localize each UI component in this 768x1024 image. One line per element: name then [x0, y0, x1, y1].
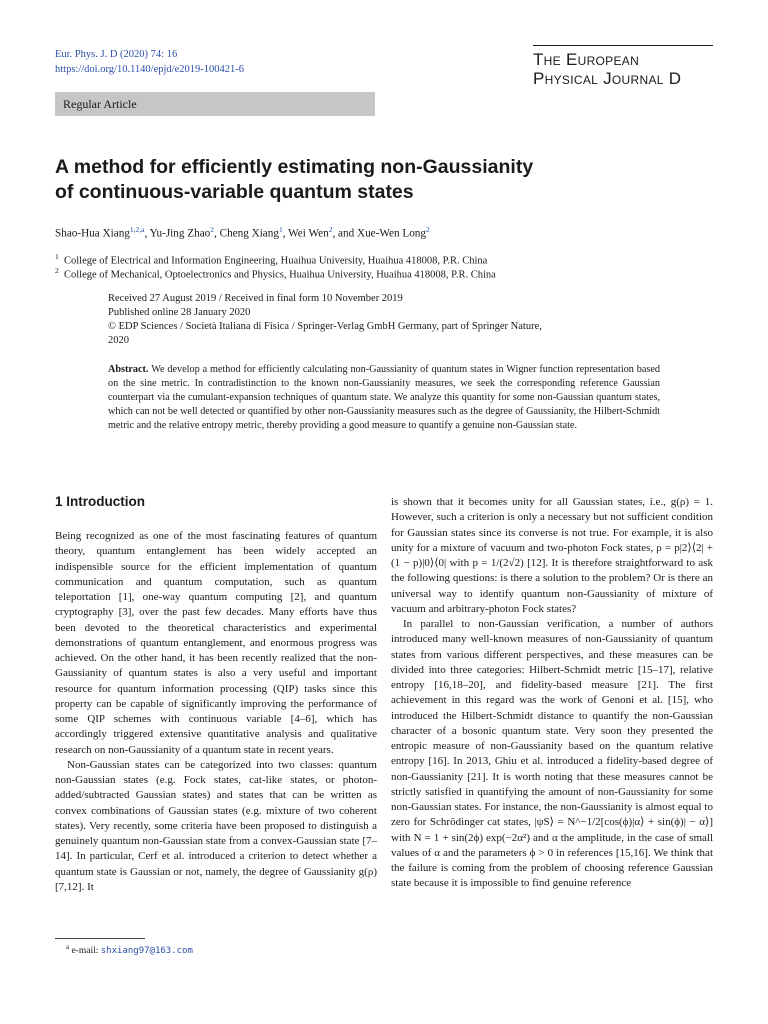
author-sep: , [282, 227, 289, 240]
author-sep: , and [332, 227, 357, 240]
author-sep: , [144, 227, 150, 240]
footnote-divider [55, 938, 145, 939]
copyright-line: © EDP Sciences / Società Italiana di Fisica / Springer-Verlag GmbH Germany, part of Springer Nature, [108, 321, 542, 332]
author-affil-mark[interactable]: 1 [278, 225, 283, 234]
author-affil-mark[interactable]: 2 [328, 225, 333, 234]
title-line-1: A method for efficiently estimating non-Gaussianity [55, 156, 534, 178]
copyright-year: 2020 [108, 335, 129, 346]
received-date: Received 27 August 2019 / Received in final form 10 November 2019 [108, 293, 403, 304]
abstract-text: We develop a method for efficiently calculating non-Gaussianity of quantum states in Wigner function representation based on the sine metric. In contradistinction to the known non-Gaussianity measures, we seek the corresponding reference Gaussian counterpart via the cumulant-expansion techniques of quantum state. We analyze this quantity for some non-Gaussian quantum states, which can not be well detected or quantified by other non-Gaussianity measures such as the degree of Gaussianity, the Hilbert-Schmidt metric and the relative entropy metric, thereby providing a good measure to quantify a genuine non-Gaussian state. [108, 364, 660, 431]
author-affil-mark[interactable]: 2 [210, 225, 215, 234]
title-line-2: of continuous-variable quantum states [55, 181, 414, 203]
footnote-label: e-mail: [71, 946, 101, 957]
author-affil-mark[interactable]: 1,2,a [129, 225, 145, 234]
affiliation-text: College of Mechanical, Optoelectronics and Physics, Huaihua University, Huaihua 418008, P.R. China [64, 269, 496, 281]
affiliation-text: College of Electrical and Information Engineering, Huaihua University, Huaihua 418008, P.R. China [64, 255, 488, 267]
paper-title [55, 155, 655, 205]
footnote [66, 943, 193, 956]
footnote-marker: a [66, 943, 70, 951]
published-date: Published online 28 January 2020 [108, 307, 251, 318]
section-heading: 1 Introduction [55, 494, 145, 509]
journal-logo [533, 45, 713, 88]
email-link[interactable]: shxiang97@163.com [100, 946, 193, 957]
author-name: Cheng Xiang [219, 227, 279, 240]
author-name: Shao-Hua Xiang [55, 227, 130, 240]
abstract [108, 363, 660, 433]
paragraph: Being recognized as one of the most fascinating features of quantum theory, quantum entanglement has been widely accepted an indispensible source for the efficient implementation of quantum communication and quantum computation, such as quantum teleportation [1], one-way quantum computing [2], and quantum cryptography [3], over the past few decades. Many efforts have thus been devoted to the theoretical characteristics and experimental demonstrations of quantum entanglement, and enormous progress was achieved. On the other hand, it has been recently realized that the non-Gaussianity of quantum states is also a very useful and important resource for quantum information processing (QIP) tasks since this property can be capable of significantly improving the performance of some QIP schemes with continuous variable [4–6], which has accordingly triggered extensive quantitative analysis and qualitative research on non-Gaussianity of a quantum state in recent years. [55, 530, 377, 756]
journal-name-line2: Physical Journal D [533, 69, 682, 88]
journal-citation[interactable]: Eur. Phys. J. D (2020) 74: 16 [55, 49, 178, 60]
journal-name-line1: The European [533, 50, 640, 69]
author-list [55, 225, 430, 240]
paragraph: Non-Gaussian states can be categorized into two classes: quantum non-Gaussian states (e.g. Fock states, cat-like states, or photon-added/subtracted Gaussian states) and states that can be written as convex combinations of Gaussian states (e.g. mixture of two coherent states). Very recently, some criteria have been proposed to distinguish a genuinely quantum non-Gaussian state from a convex-Gaussian state [7–14]. In particular, Cerf et al. introduced a criterion to detect whether a quantum state is Gaussian or not, namely, the degree of Gaussianity g(ρ) [7,12]. It [55, 758, 377, 893]
author-name: Wei Wen [288, 227, 329, 240]
author-sep: , [214, 227, 220, 240]
doi-link[interactable]: https://doi.org/10.1140/epjd/e2019-100421-6 [55, 64, 244, 75]
article-type-bar: Regular Article [55, 92, 375, 116]
affiliation-2 [55, 264, 496, 283]
author-name: Yu-Jing Zhao [149, 227, 211, 240]
paragraph: is shown that it becomes unity for all Gaussian states, i.e., g(ρ) = 1. However, such a criterion is only a necessary but not sufficient condition for Gaussian states since its converse is not true. For example, it is also unity for a mixture of vacuum and two-photon Fock states, ρ = p|2⟩⟨2| + (1 − p)|0⟩⟨0| with p = 1/(2√2) [12]. It is therefore straightforward to ask the following questions: is there a solution to the problem? Or is there an universal way to identify quantum non-Gaussianity of mixture of vacuum and arbitrary-photon Fock states? [391, 496, 713, 615]
journal-reference [55, 47, 244, 77]
paragraph: In parallel to non-Gaussian verification, a number of authors introduced many well-known measures of non-Gaussianity of quantum states from various different perspectives, and these measures can be divided into three categories: Hilbert-Schmidt metric [15–17], relative entropy [16,18–20], and fidelity-based measure [21]. The first achievement in this regard was the work of Genoni et al. [15], who introduced the Hilbert-Schmidt distance to quantify the non-Gaussian character of a bosonic quantum state. Very soon they presented the entropic measure of non-Gaussianity based on the quantum relative entropy [16]. In 2013, Ghiu et al. introduced a fidelity-based degree of non-Gaussianity [21]. It is worth noting that these measures cannot be strictly satisfied in quantifying the amount of non-Gaussianity for some non-Gaussian states. For instance, the non-Gaussianity is almost equal to zero for Schrödinger cat states, |ψS⟩ = N^−1/2[cos(ϕ)|α⟩ + sin(ϕ)| − α⟩] with N = 1 + sin(2ϕ) exp(−2α²) and α the amplitude, in the case of small values of α and the parameters ϕ > 0 in references [15,16]. We think that the failure is coming from the problem of choosing reference Gaussian state because it is impossible to find genuine reference [391, 618, 713, 890]
affiliation-number: 2 [55, 266, 59, 275]
right-column [391, 495, 713, 892]
author-name: Xue-Wen Long [356, 227, 426, 240]
left-column [55, 493, 377, 895]
abstract-label: Abstract. [108, 364, 149, 375]
affiliation-number: 1 [55, 252, 59, 261]
author-affil-mark[interactable]: 2 [425, 225, 430, 234]
publication-dates [108, 292, 668, 348]
